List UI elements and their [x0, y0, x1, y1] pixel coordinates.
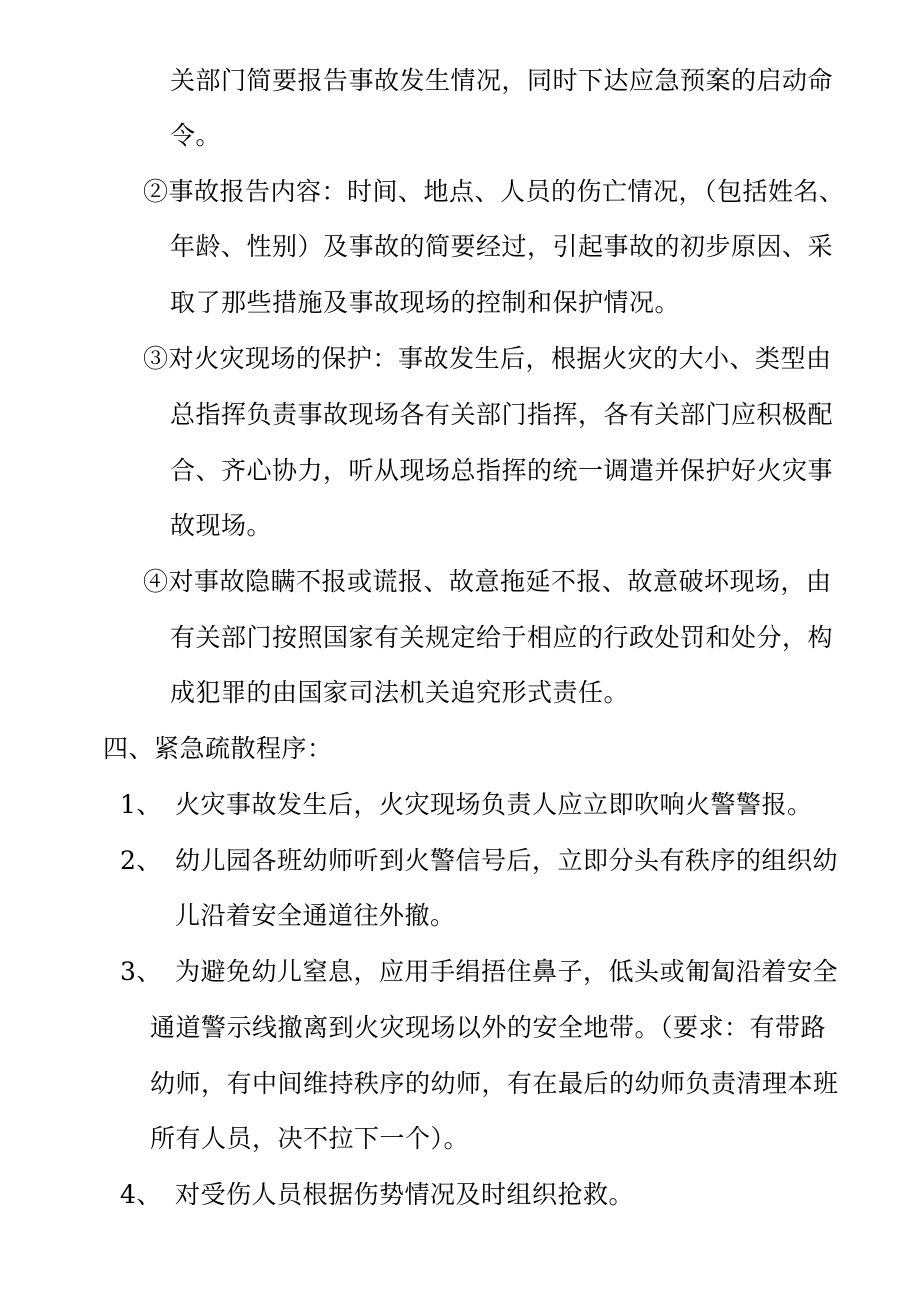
paragraph-line: ④对事故隐瞒不报或谎报、故意拖延不报、故意破坏现场，由	[143, 567, 832, 596]
list-item-text: 通道警示线撤离到火灾现场以外的安全地带。（要求：有带路	[150, 1013, 827, 1042]
list-item-text: 幼师，有中间维持秩序的幼师，有在最后的幼师负责清理本班	[150, 1069, 839, 1098]
paragraph-line: 故现场。	[170, 511, 273, 540]
list-item-text: 所有人员，决不拉下一个）。	[150, 1124, 470, 1153]
paragraph-line: 关部门简要报告事故发生情况，同时下达应急预案的启动命	[170, 66, 834, 95]
paragraph-line: 取了那些措施及事故现场的控制和保护情况。	[170, 288, 681, 317]
paragraph-line: 有关部门按照国家有关规定给于相应的行政处罚和处分，构	[170, 623, 834, 652]
list-item-text: 火灾事故发生后，火灾现场负责人应立即吹响火警警报。	[175, 790, 813, 819]
list-item-text: 幼儿园各班幼师听到火警信号后，立即分头有秩序的组织幼	[175, 846, 839, 875]
list-item	[120, 790, 813, 820]
paragraph-line: 总指挥负责事故现场各有关部门指挥，各有关部门应积极配	[170, 400, 834, 429]
paragraph-line: 成犯罪的由国家司法机关追究形式责任。	[170, 678, 630, 707]
list-number: 4、	[120, 1180, 162, 1209]
paragraph-line: 令。	[170, 121, 222, 150]
list-item-text: 为避免幼儿窒息，应用手绢捂住鼻子，低头或匍匐沿着安全	[175, 957, 839, 986]
list-number: 2、	[120, 846, 162, 875]
list-item	[120, 957, 838, 987]
section-heading: 四、紧急疏散程序：	[103, 734, 333, 763]
list-number: 1、	[120, 790, 162, 819]
list-item-text: 对受伤人员根据伤势情况及时组织抢救。	[175, 1180, 635, 1209]
list-item	[120, 1180, 634, 1210]
paragraph-line: 合、齐心协力，听从现场总指挥的统一调遣并保护好火灾事	[170, 456, 834, 485]
paragraph-line: 年龄、性别）及事故的简要经过，引起事故的初步原因、采	[170, 232, 834, 261]
list-number: 3、	[120, 957, 162, 986]
list-item-text: 儿沿着安全通道往外撤。	[175, 901, 456, 930]
paragraph-line: ②事故报告内容：时间、地点、人员的伤亡情况，（包括姓名、	[143, 177, 845, 206]
paragraph-line: ③对火灾现场的保护：事故发生后，根据火灾的大小、类型由	[143, 344, 832, 373]
list-item	[120, 846, 838, 876]
